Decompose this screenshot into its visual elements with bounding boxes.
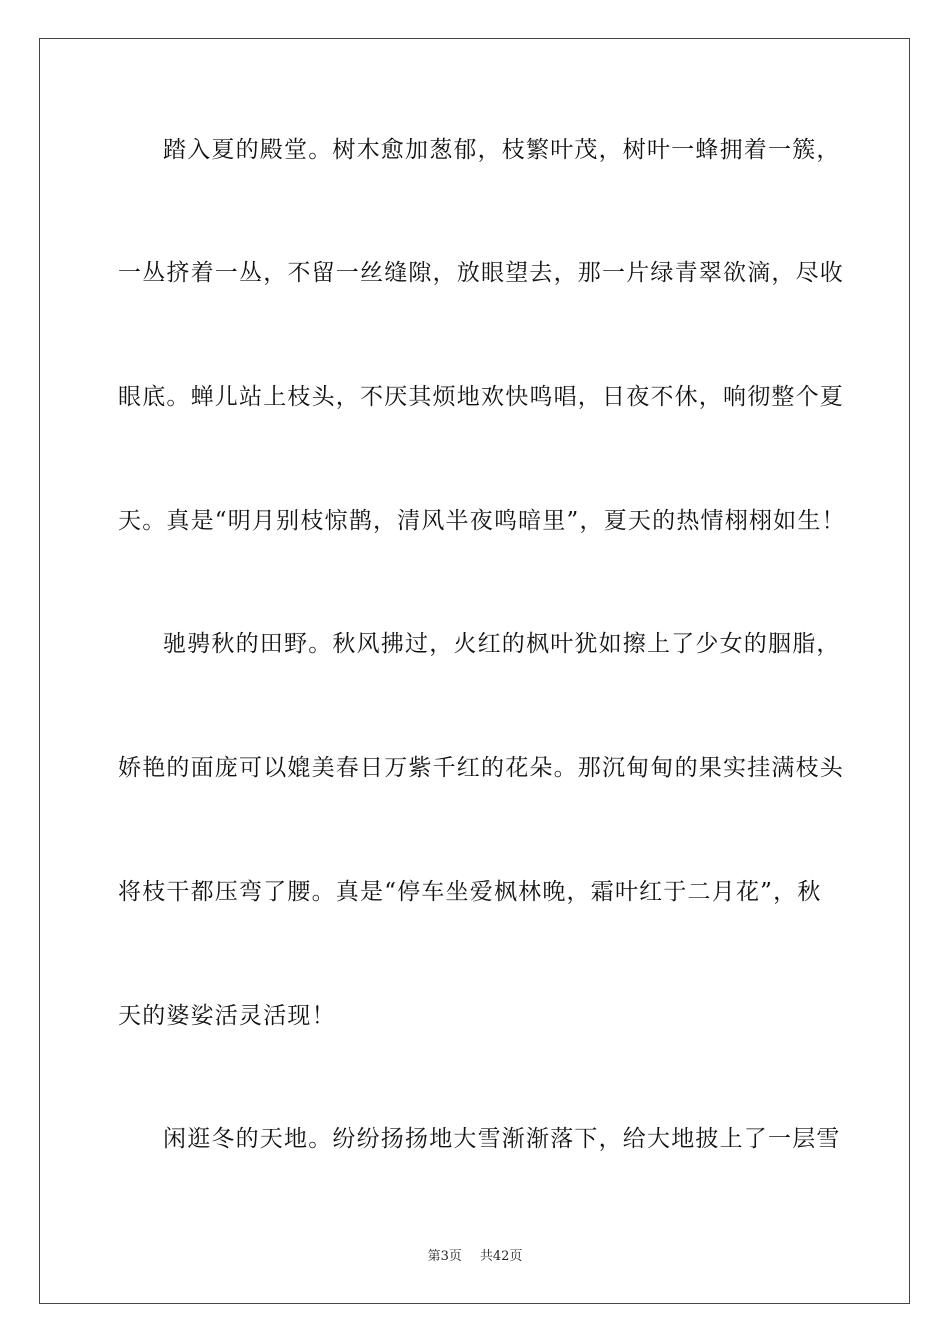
paragraph-summary-line: 一丛挤着一丛，不留一丝缝隙，放眼望去，那一片绿青翠欲滴，尽收 — [118, 260, 844, 286]
paragraph-autumn-line: 天的婆娑活灵活现！ — [118, 1003, 336, 1029]
page-border — [39, 38, 910, 1304]
paragraph-winter-line: 闲逛冬的天地。纷纷扬扬地大雪渐渐落下，给大地披上了一层雪 — [163, 1126, 841, 1152]
page-total: 共42页 — [479, 1249, 523, 1264]
paragraph-autumn-line: 驰骋秋的田野。秋风拂过，火红的枫叶犹如擦上了少女的胭脂， — [163, 631, 841, 657]
page-number: 第3页 — [427, 1249, 462, 1264]
page-footer — [0, 1248, 950, 1266]
paragraph-autumn-line: 将枝干都压弯了腰。真是“停车坐爱枫林晚，霜叶红于二月花”，秋 — [118, 879, 822, 905]
paragraph-summary-line: 眼底。蝉儿站上枝头，不厌其烦地欢快鸣唱，日夜不休，响彻整个夏 — [118, 384, 844, 410]
paragraph-summary-line: 天。真是“明月别枝惊鹊，清风半夜鸣暗里”，夏天的热情栩栩如生！ — [118, 508, 846, 534]
paragraph-autumn-line: 娇艳的面庞可以媲美春日万紫千红的花朵。那沉甸甸的果实挂满枝头 — [118, 755, 844, 781]
paragraph-summary-line: 踏入夏的殿堂。树木愈加葱郁，枝繁叶茂，树叶一蜂拥着一簇， — [163, 137, 841, 163]
